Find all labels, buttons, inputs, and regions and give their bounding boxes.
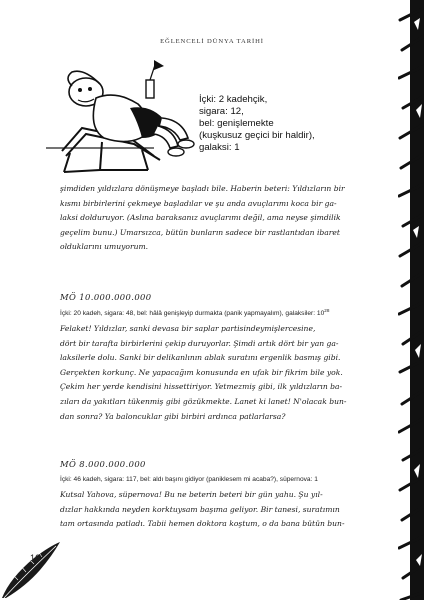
- section1-paragraph: [60, 322, 382, 424]
- text-line: olduklarını umuyorum.: [60, 242, 149, 252]
- text-line: laksilerle dolu. Sanki bir delikanlının ablak suratını ergenlik basmış gibi.: [60, 353, 341, 363]
- section-stats-text: İçki: 20 kadeh, sigara: 48, bel: hâlâ genişleyip durmakta (panik yapmayalım), galaksiler: 10: [60, 310, 325, 318]
- decorative-brush-border: [398, 0, 424, 600]
- cocktail-glass: [146, 60, 164, 98]
- section-stats: İçki: 46 kadeh, sigara: 117, bel: aldı başını gidiyor (paniklesem mi acaba?), süpernova: 1: [60, 476, 318, 483]
- section-title: MÖ 8.000.000.000: [60, 459, 146, 469]
- section2-paragraph: [60, 488, 382, 532]
- text-line: dört bir tarafta birbirlerini çekip duruyorlar. Şimdi artık dört bir yan ga-: [60, 338, 339, 348]
- text-line: dan sonra? Ya baloncuklar gibi birbiri ardınca patlarlarsa?: [60, 411, 286, 421]
- stats-line: sigara: 12,: [199, 106, 244, 117]
- text-line: tam ortasında patladı. Tabii hemen doktora koştum, o da bana bütün bun-: [60, 519, 345, 529]
- stats-line: galaksi: 1: [199, 142, 240, 153]
- running-header: EĞLENCELİ DÜNYA TARİHİ: [160, 38, 264, 45]
- text-line: laksi dolduruyor. (Aslına baraksanız avuçlarımı değil, ama neyse şimdilik: [60, 213, 341, 223]
- stats-line: (kuşkusuz geçici bir haldir),: [199, 130, 315, 141]
- text-line: zıları da yakıtları tükenmiş gibi gözükmekte. Lanet ki lanet! N'olacak bun-: [60, 396, 347, 406]
- section-stats: [60, 308, 382, 317]
- stats-line: İçki: 2 kadehçik,: [199, 94, 268, 105]
- section-stats-exponent: 28: [324, 308, 330, 313]
- text-line: Kutsal Yahova, süpernova! Bu ne beterin beteri bir gün yahu. Şu yıl-: [60, 490, 323, 499]
- reclining-man-illustration: [42, 56, 202, 176]
- text-line: şimdiden yıldızlara dönüşmeye başladı bile. Haberin beteri: Yıldızların bir: [60, 184, 345, 193]
- text-line: Çekim her yerde kendisini hissettiriyor. Yetmezmiş gibi, ilk yıldızların ba-: [60, 382, 343, 392]
- text-line: geçelim bunu.) Umarsızca, bütün bunların sadece bir rastlantıdan ibaret: [60, 227, 340, 237]
- stats-line: bel: genişlemekte: [199, 118, 274, 129]
- page-number: 16: [30, 553, 41, 563]
- text-line: kısmı birbirlerini çekmeye başladılar ve şu anda avuçlarımı koca bir ga-: [60, 198, 337, 208]
- section-title: MÖ 10.000.000.000: [60, 292, 152, 302]
- text-line: Gerçekten korkunç. Ne yapacağım konusunda en ufak bir fikrim bile yok.: [60, 367, 343, 377]
- stats-list: [199, 94, 315, 154]
- intro-paragraph: [60, 182, 382, 255]
- text-line: dızlar hakkında neyden korktuysam başıma geliyor. Bir tanesi, suratımın: [60, 504, 340, 514]
- text-line: Felaket! Yıldızlar, sanki devasa bir saplar partisindeymişlercesine,: [60, 324, 316, 333]
